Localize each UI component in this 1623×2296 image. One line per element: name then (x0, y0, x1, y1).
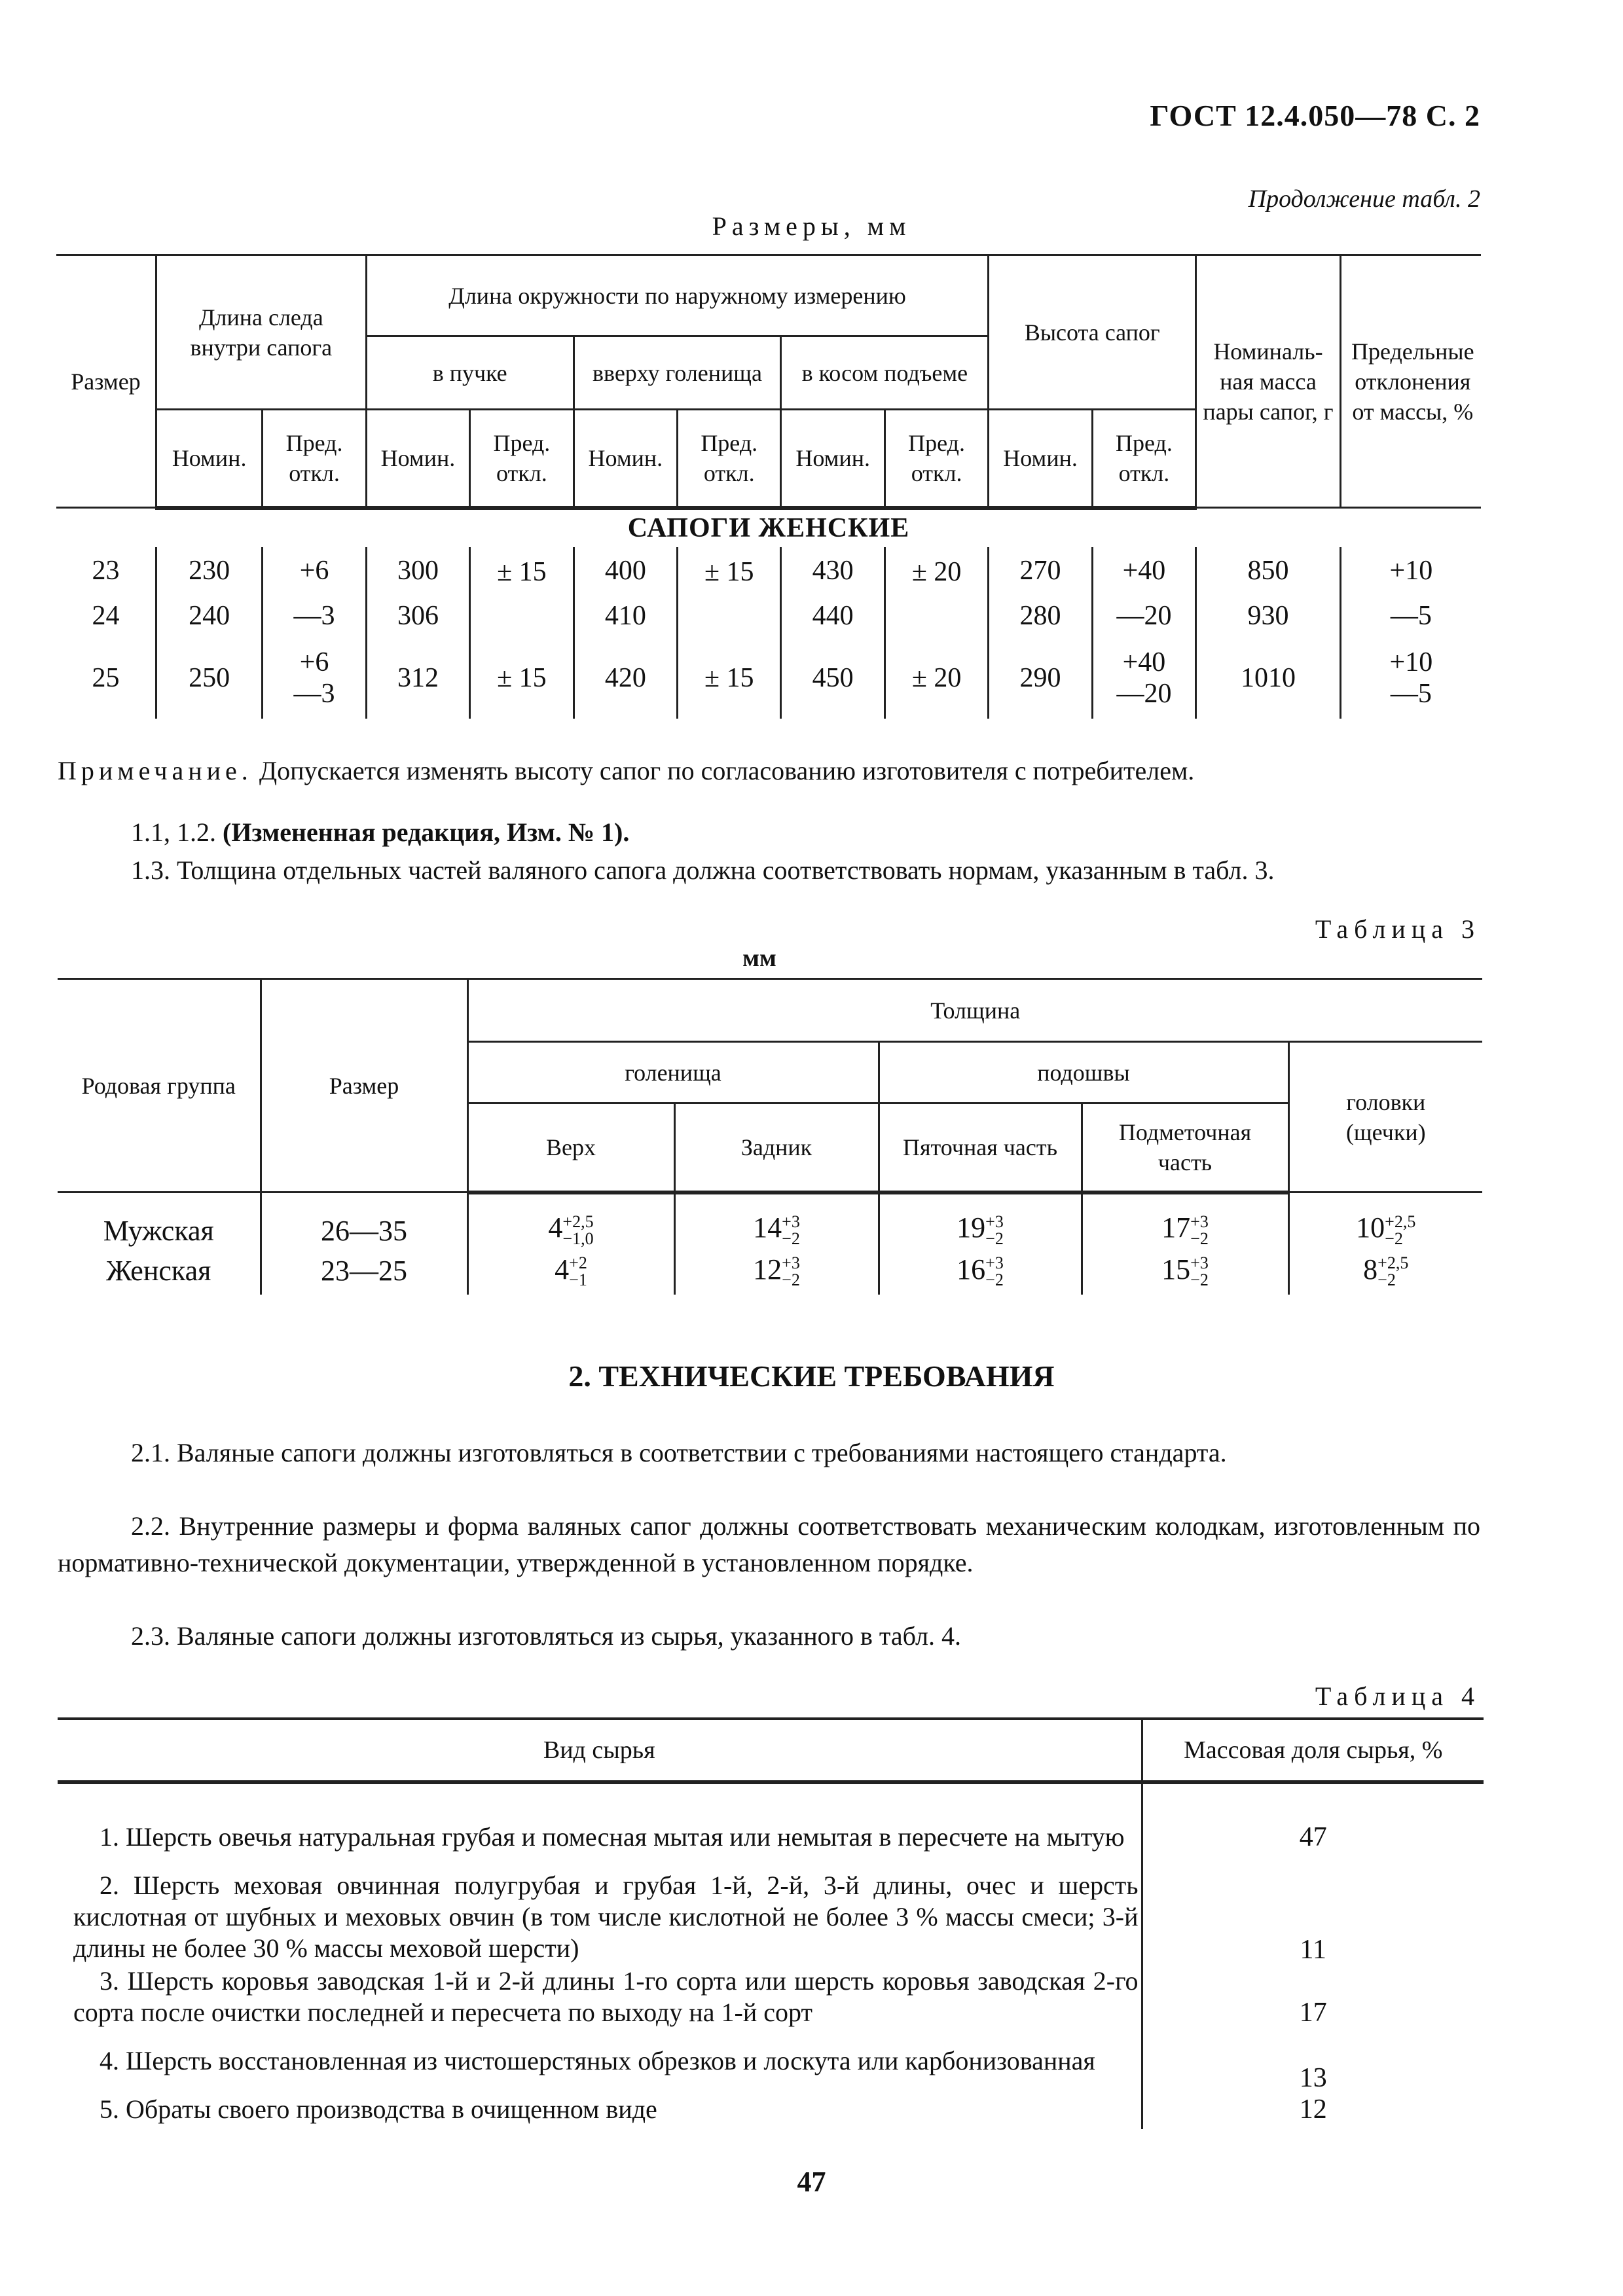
col-size-header: Размер (56, 255, 156, 508)
col-shaft-header: голенища (467, 1042, 879, 1103)
paragraph-2-2: 2.2. Внутренние размеры и форма валяных сапог должны соответствовать механическим колодкам, изготовленным по нормативно-технической документации, утвержденной в установленном порядке. (58, 1511, 1480, 1577)
table-row: Женская 23—25 4+2 −1 12+3 −2 16+3 −2 15+3 −2 8+2,5 −2 (58, 1247, 1482, 1295)
col-raw-header: Вид сырья (58, 1719, 1142, 1782)
dev-header: Пред. откл. (678, 410, 781, 508)
nom-header: Номин. (574, 410, 677, 508)
table-row: 24 240 —3 306 410 440 280 —20 930 —5 (56, 594, 1481, 637)
paragraph-1-3: 1.3. Толщина отдельных частей валяного сапога должна соответствовать нормам, указанным в табл. 3. (131, 855, 1275, 885)
table-row: 25 250 +6 —3 312 ± 15 420 ± 15 450 ± 20 290 +40 —20 1010 +10 —5 (56, 637, 1481, 719)
table-row: 5. Обраты своего производства в очищенном виде 12 (58, 2094, 1484, 2129)
col-back-header: Задник (674, 1103, 879, 1193)
table-row: 2. Шерсть меховая овчинная полугрубая и грубая 1-й, 2-й, 3-й длины, очес и шерсть кислотная от шубных и меховых овчин (в том числе кислотной не более 3 % массы смеси; 3-й длины не более 30 % массы меховой шерсти) 11 (58, 1869, 1484, 1965)
nom-header: Номин. (366, 410, 469, 508)
col-mass-header: Номиналь-ная масса пары сапог, г (1196, 255, 1341, 508)
table-row: 4. Шерсть восстановленная из чистошерстяных обрезков и лоскута или карбонизованная 13 (58, 2028, 1484, 2094)
col-dev-header: Предельные отклонения от массы, % (1340, 255, 1481, 508)
table-row: 23 230 +6 300 ± 15 400 ± 15 430 ± 20 270 +40 850 +10 (56, 547, 1481, 594)
nom-header: Номин. (989, 410, 1092, 508)
table-2 (56, 254, 1481, 719)
nom-header: Номин. (156, 410, 262, 508)
col-share-header: Массовая доля сырья, % (1142, 1719, 1484, 1782)
table3-label: Таблица 3 (1315, 914, 1480, 944)
table2-caption: Размеры, мм (712, 211, 911, 241)
col-circ-sub-1: в пучке (366, 336, 574, 410)
col-circ-sub-2: вверху голенища (574, 336, 781, 410)
paragraph-1-1: 1.1, 1.2. (Измененная редакция, Изм. № 1). (131, 817, 630, 847)
table-row: Мужская 26—35 4+2,5 −1,0 14+3 −2 19+3 −2 17+3 −2 10+2,5 −2 (58, 1193, 1482, 1247)
paragraph-2-3: 2.3. Валяные сапоги должны изготовляться из сырья, указанного в табл. 4. (131, 1621, 961, 1651)
section-women-boots: САПОГИ ЖЕНСКИЕ (627, 513, 910, 543)
nom-header: Номин. (781, 410, 884, 508)
table-4 (58, 1717, 1484, 2129)
note: Примечание. Допускается изменять высоту сапог по согласованию изготовителя с потребителем. (58, 756, 1195, 785)
page-number: 47 (797, 2166, 826, 2198)
table-continuation-label: Продолжение табл. 2 (1248, 185, 1480, 213)
table-row: 1. Шерсть овечья натуральная грубая и помесная мытая или немытая в пересчете на мытую 47 (58, 1806, 1484, 1869)
standard-header: ГОСТ 12.4.050—78 С. 2 (1150, 99, 1480, 132)
col-head-header: головки (щечки) (1288, 1042, 1482, 1193)
col-height-header: Высота сапог (989, 255, 1196, 410)
col-top-header: Верх (467, 1103, 674, 1193)
table-row: 3. Шерсть коровья заводская 1-й и 2-й длины 1-го сорта или шерсть коровья заводская 2-го сорта после очистки последней и пересчета по выходу на 1-й сорт 17 (58, 1965, 1484, 2028)
section-2-title: 2. ТЕХНИЧЕСКИЕ ТРЕБОВАНИЯ (568, 1359, 1055, 1393)
table-3 (58, 978, 1482, 1295)
paragraph-2-1: 2.1. Валяные сапоги должны изготовляться в соответствии с требованиями настоящего стандарта. (131, 1438, 1227, 1467)
col-group-header: Родовая группа (58, 979, 261, 1193)
dev-header: Пред. откл. (884, 410, 988, 508)
dev-header: Пред. откл. (1092, 410, 1195, 508)
dev-header: Пред. откл. (470, 410, 574, 508)
col-circ-header: Длина окружности по наружному измерению (366, 255, 989, 336)
col-length-header: Длина следа внутри сапога (156, 255, 366, 410)
col-heel-header: Пяточная часть (879, 1103, 1082, 1193)
dev-header: Пред. откл. (263, 410, 366, 508)
col-thickness-header: Толщина (467, 979, 1482, 1042)
col-sole-header: подошвы (879, 1042, 1288, 1103)
col-circ-sub-3: в косом подъеме (781, 336, 989, 410)
col-size-header: Размер (261, 979, 467, 1193)
table3-unit: мм (742, 944, 776, 972)
col-toe-header: Подметочная часть (1082, 1103, 1288, 1193)
table4-label: Таблица 4 (1315, 1681, 1480, 1711)
